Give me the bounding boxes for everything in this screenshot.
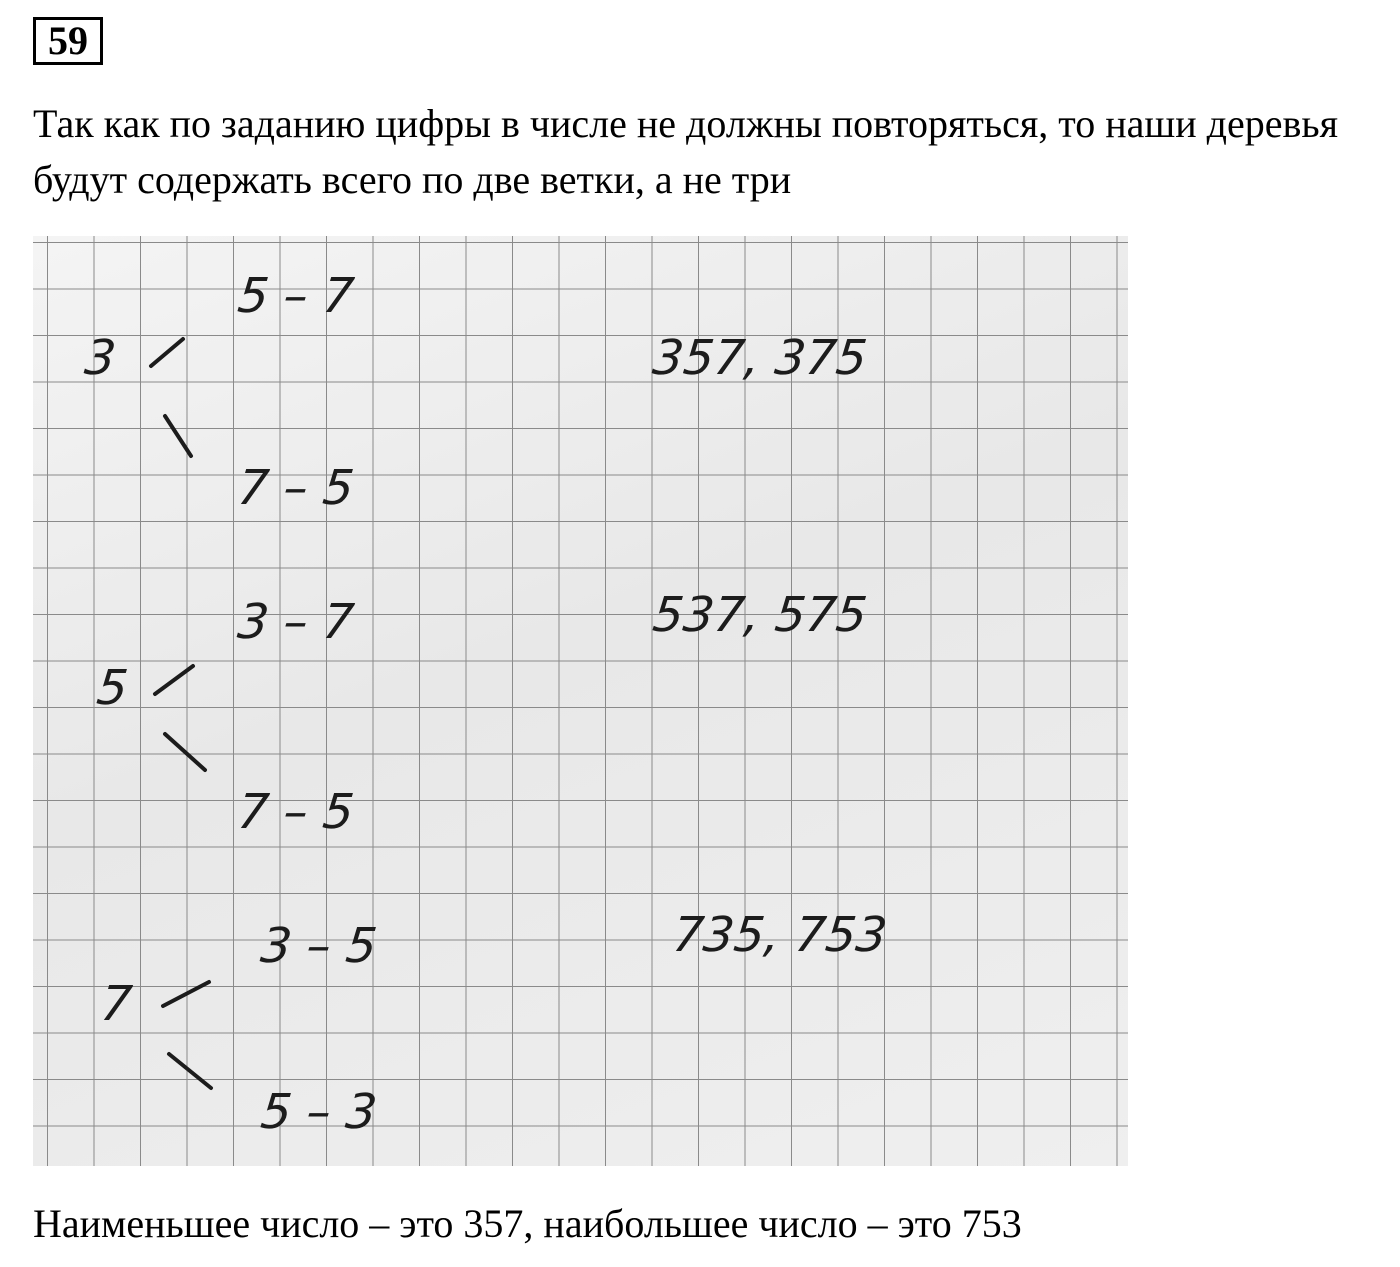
tree-1-root: 3 [82,330,119,386]
task-number-box: 59 [33,17,103,65]
tree-2-numbers: 537, 575 [650,587,870,643]
tree-1-lower-branch: 7 – 5 [235,460,357,516]
tree-2-lower-branch: 7 – 5 [235,784,357,840]
tree-1-numbers: 357, 375 [650,330,870,386]
tree-3-numbers: 735, 753 [670,907,890,963]
tree-3-lower-branch: 5 – 3 [258,1084,380,1140]
intro-paragraph: Так как по заданию цифры в числе не должны повторяться, то наши деревья будут содержать всего по две ветки, а не три [33,101,1338,202]
tree-3-root: 7 [98,976,135,1032]
tree-2-root: 5 [94,660,131,716]
handwritten-tree-photo [33,236,1128,1166]
conclusion-paragraph: Наименьшее число – это 357, наибольшее число – это 753 [33,1201,1022,1246]
grid-paper [33,236,1128,1166]
tree-2-upper-branch: 3 – 7 [235,594,357,650]
tree-3-upper-branch: 3 – 5 [258,918,380,974]
tree-1-upper-branch: 5 – 7 [235,268,357,324]
